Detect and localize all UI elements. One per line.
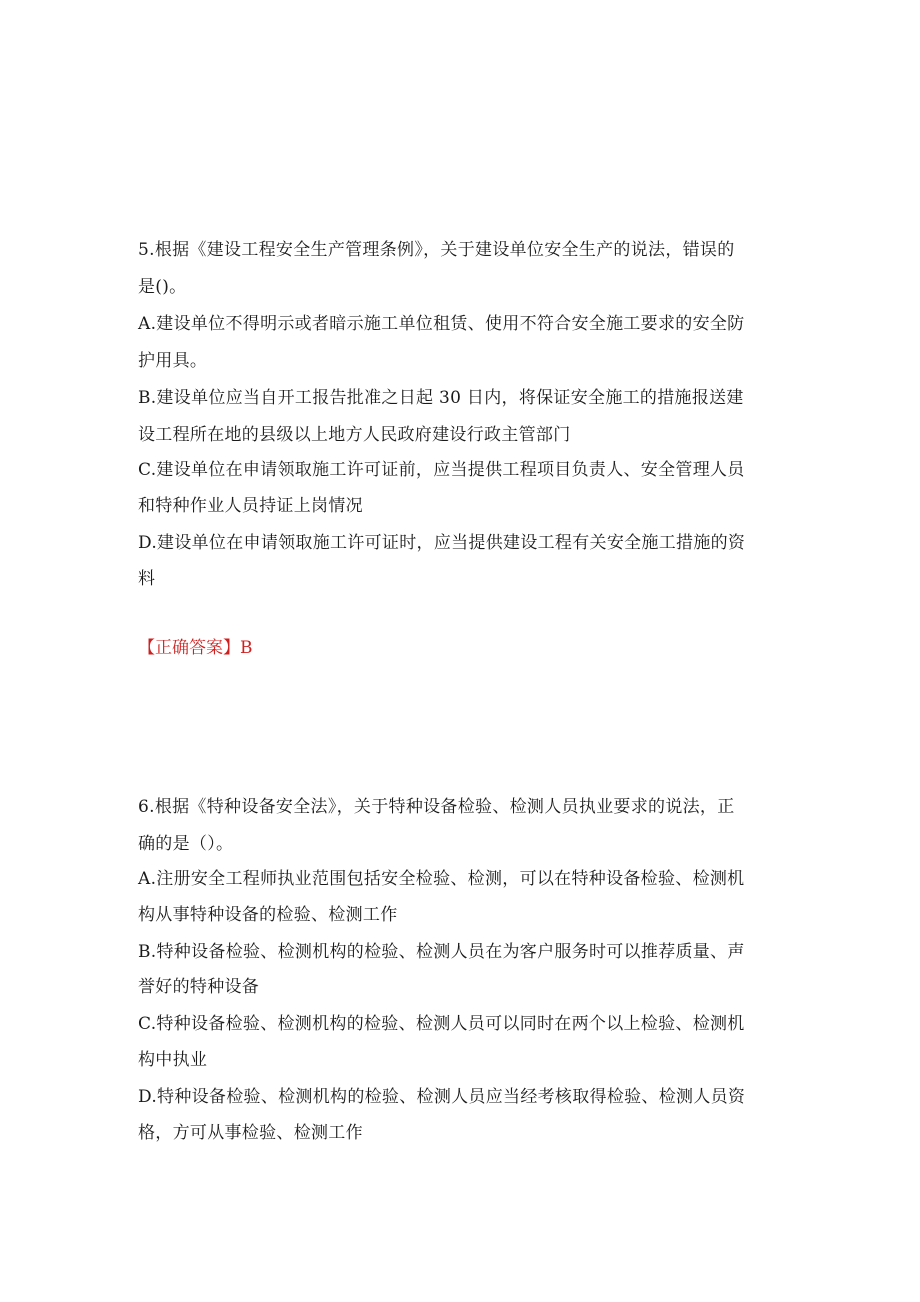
question-5-option-b-line-1: B.建设单位应当自开工报告批准之日起 30 日内，将保证安全施工的措施报送建 [138,388,744,408]
question-5-option-d-line-2: 料 [138,569,156,589]
question-6-option-c-line-1: C.特种设备检验、检测机构的检验、检测人员可以同时在两个以上检验、检测机 [138,1014,745,1034]
question-5-option-a-line-2: 护用具。 [138,351,208,371]
question-5-stem-line-2: 是()。 [138,277,187,297]
question-5-option-a-line-1: A.建设单位不得明示或者暗示施工单位租赁、使用不符合安全施工要求的安全防 [138,314,745,334]
question-5-option-c-line-2: 和特种作业人员持证上岗情况 [138,496,363,516]
question-5-stem-line-1: 5.根据《建设工程安全生产管理条例》，关于建设单位安全生产的说法，错误的 [138,240,735,260]
question-6-option-a-line-2: 构从事特种设备的检验、检测工作 [138,905,398,925]
question-5-option-b-line-2: 设工程所在地的县级以上地方人民政府建设行政主管部门 [138,425,571,445]
question-6-stem-line-1: 6.根据《特种设备安全法》，关于特种设备检验、检测人员执业要求的说法，正 [138,797,735,817]
question-6-option-b-line-1: B.特种设备检验、检测机构的检验、检测人员在为客户服务时可以推荐质量、声 [138,942,745,962]
question-5-answer: 【正确答案】B [138,638,253,658]
question-6-option-d-line-1: D.特种设备检验、检测机构的检验、检测人员应当经考核取得检验、检测人员资 [138,1087,746,1107]
question-6-option-c-line-2: 构中执业 [138,1050,208,1070]
question-6-option-b-line-2: 誉好的特种设备 [138,977,260,997]
question-5-option-c-line-1: C.建设单位在申请领取施工许可证前，应当提供工程项目负责人、安全管理人员 [138,460,745,480]
question-6-stem-line-2: 确的是（）。 [138,834,234,854]
question-5-option-d-line-1: D.建设单位在申请领取施工许可证时，应当提供建设工程有关安全施工措施的资 [138,533,746,553]
question-6-option-d-line-2: 格，方可从事检验、检测工作 [138,1123,363,1143]
question-6-option-a-line-1: A.注册安全工程师执业范围包括安全检验、检测，可以在特种设备检验、检测机 [138,869,745,889]
